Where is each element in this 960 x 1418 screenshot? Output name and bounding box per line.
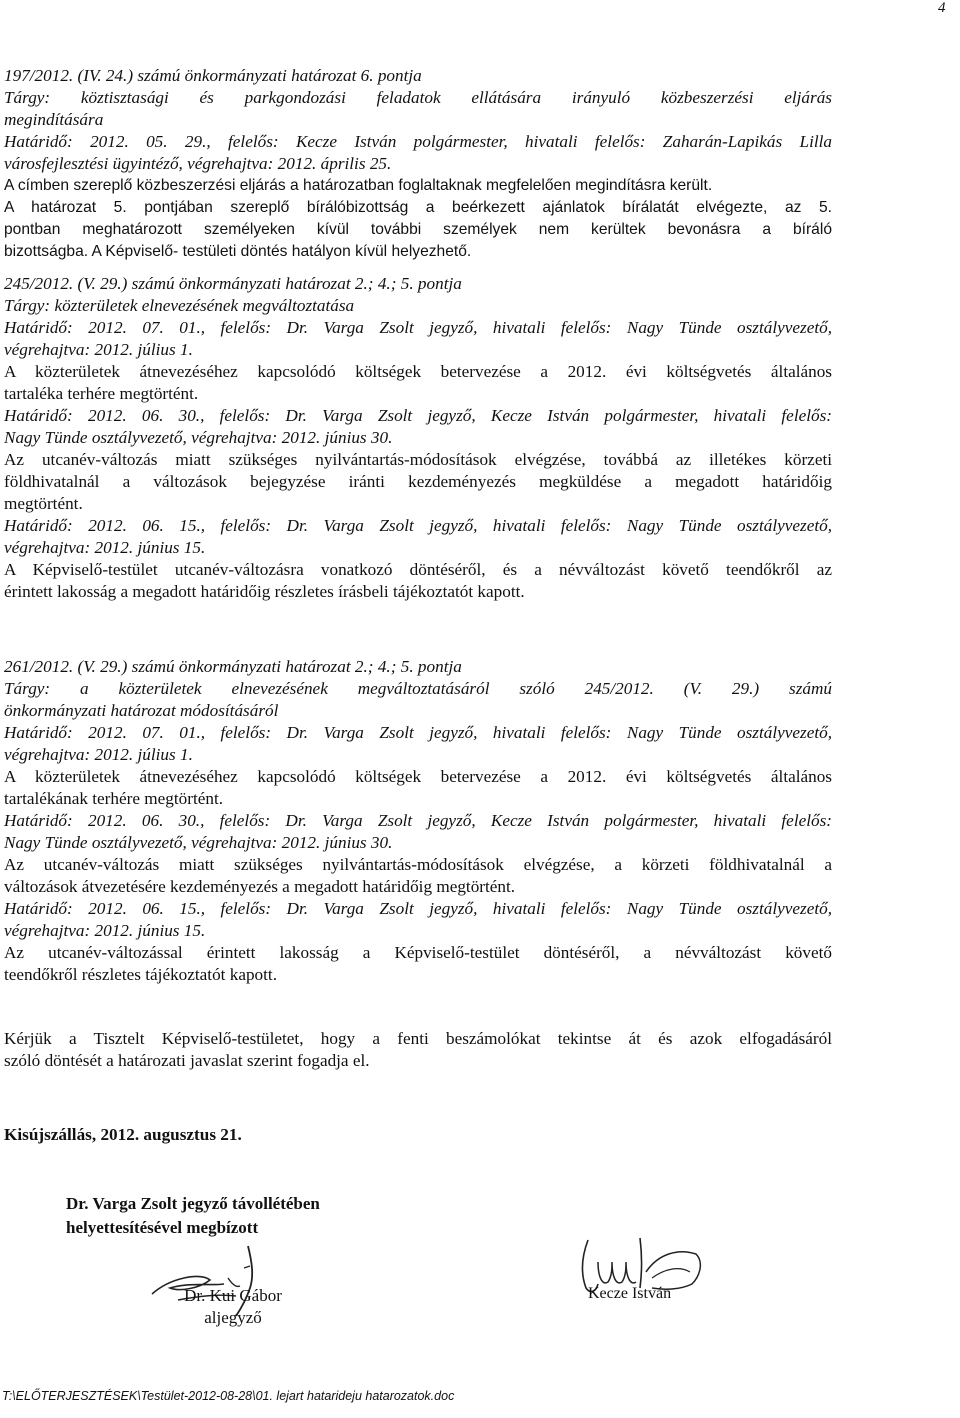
signature-title — [66, 1192, 320, 1240]
text-line: érintett lakosság a megadott határidőig részletes írásbeli tájékoztatót kapott. — [4, 582, 525, 601]
left-signatory-role: aljegyző — [204, 1308, 262, 1327]
text-line: tartalékának terhére megtörtént. — [4, 789, 224, 808]
text-line: A Képviselő-testület utcanév-változásra vonatkozó döntéséről, és a névváltozást követő teendőkről az — [4, 560, 832, 579]
text-line: Határidő: 2012. 06. 15., felelős: Dr. Varga Zsolt jegyző, hivatali felelős: Nagy Tünde osztályvezető, — [4, 899, 832, 918]
right-signatory-name: Kecze István — [588, 1285, 672, 1302]
text-line: megtörtént. — [4, 494, 83, 513]
text-line: bizottságba. A Képviselő- testületi döntés hatályon kívül helyezhető. — [4, 243, 472, 260]
paragraph-block — [4, 1028, 832, 1072]
text-line: végrehajtva: 2012. június 15. — [4, 538, 206, 557]
text-line: Az utcanév-változás miatt szükséges nyilvántartás-módosítások elvégzése, továbbá az illetékes körzeti — [4, 450, 832, 469]
text-line: 245/2012. (V. 29.) számú önkormányzati határozat 2.; 4.; 5. pontja — [4, 274, 462, 293]
signature-title-line-2: helyettesítésével megbízott — [66, 1218, 259, 1237]
text-line: változások átvezetésére kezdeményezés a megadott határidőig megtörtént. — [4, 877, 516, 896]
text-line: Kisújszállás, 2012. augusztus 21. — [4, 1125, 242, 1144]
text-line: Határidő: 2012. 05. 29., felelős: Kecze István polgármester, hivatali felelős: Zaharán-Lapikás Lilla — [4, 132, 832, 151]
text-line: megindítására — [4, 110, 104, 129]
text-line: Az utcanév-változás miatt szükséges nyilvántartás-módosítások elvégzése, a körzeti földhivatalnál a — [4, 855, 832, 874]
text-line: Határidő: 2012. 06. 30., felelős: Dr. Varga Zsolt jegyző, Kecze István polgármester, hivatali felelős: — [4, 406, 832, 425]
text-line: Nagy Tünde osztályvezető, végrehajtva: 2012. június 30. — [4, 833, 393, 852]
text-line: A közterületek átnevezéséhez kapcsolódó költségek betervezése a 2012. évi költségvetés általános — [4, 767, 832, 786]
paragraph-block — [4, 65, 832, 263]
text-line: Nagy Tünde osztályvezető, végrehajtva: 2012. június 30. — [4, 428, 393, 447]
left-signatory-name: Dr. Kui Gábor — [184, 1286, 282, 1305]
text-line: Határidő: 2012. 07. 01., felelős: Dr. Varga Zsolt jegyző, hivatali felelős: Nagy Tünde osztályvezető, — [4, 318, 832, 337]
text-line: Határidő: 2012. 07. 01., felelős: Dr. Varga Zsolt jegyző, hivatali felelős: Nagy Tünde osztályvezető, — [4, 723, 832, 742]
text-line: A címben szereplő közbeszerzési eljárás a határozatban foglaltaknak megfelelően megindításra került. — [4, 177, 713, 194]
text-line: Tárgy: a közterületek elnevezésének megváltoztatásáról szóló 245/2012. (V. 29.) számú — [4, 679, 832, 698]
text-line: Tárgy: közterületek elnevezésének megváltoztatása — [4, 296, 355, 315]
text-line: végrehajtva: 2012. június 15. — [4, 921, 206, 940]
text-line: Kérjük a Tisztelt Képviselő-testületet, hogy a fenti beszámolókat tekintse át és azok elfogadásáról — [4, 1029, 832, 1048]
text-line: földhivatalnál a változások bejegyzése iránti kezdeményezés megküldése a megadott határidőig — [4, 472, 832, 491]
text-line: végrehajtva: 2012. július 1. — [4, 745, 193, 764]
left-signatory — [158, 1285, 308, 1329]
text-line: 261/2012. (V. 29.) számú önkormányzati határozat 2.; 4.; 5. pontja — [4, 657, 462, 676]
signature-title-line-1: Dr. Varga Zsolt jegyző távollétében — [66, 1194, 320, 1213]
text-line: A határozat 5. pontjában szereplő bírálóbizottság a beérkezett ajánlatok bírálatát elvégezte, az 5. — [4, 199, 832, 216]
text-line: pontban meghatározott személyeken kívül további személyek nem kerültek bevonásra a bíráló — [4, 221, 832, 238]
text-line: önkormányzati határozat módosításáról — [4, 701, 279, 720]
text-line: városfejlesztési ügyintéző, végrehajtva: 2012. április 25. — [4, 154, 392, 173]
file-path-footer: T:\ELŐTERJESZTÉSEK\Testület-2012-08-28\01. lejart hatarideju hatarozatok.doc — [2, 1389, 455, 1403]
page-number: 4 — [938, 0, 946, 16]
text-line: szóló döntését a határozati javaslat szerint fogadja el. — [4, 1051, 370, 1070]
paragraph-block — [4, 656, 832, 986]
text-line: 197/2012. (IV. 24.) számú önkormányzati határozat 6. pontja — [4, 66, 422, 85]
text-line: Az utcanév-változással érintett lakosság a Képviselő-testület döntéséről, a névváltozást követő — [4, 943, 832, 962]
text-line: Tárgy: köztisztasági és parkgondozási feladatok ellátására irányuló közbeszerzési eljárás — [4, 88, 832, 107]
text-line: végrehajtva: 2012. július 1. — [4, 340, 193, 359]
paragraph-block — [4, 273, 832, 603]
text-line: tartaléka terhére megtörtént. — [4, 384, 199, 403]
text-line: teendőkről részletes tájékoztatót kapott. — [4, 965, 277, 984]
text-line: Határidő: 2012. 06. 15., felelős: Dr. Varga Zsolt jegyző, hivatali felelős: Nagy Tünde osztályvezető, — [4, 516, 832, 535]
paragraph-block — [4, 1124, 832, 1146]
text-line: A közterületek átnevezéséhez kapcsolódó költségek betervezése a 2012. évi költségvetés általános — [4, 362, 832, 381]
text-line: Határidő: 2012. 06. 30., felelős: Dr. Varga Zsolt jegyző, Kecze István polgármester, hivatali felelős: — [4, 811, 832, 830]
